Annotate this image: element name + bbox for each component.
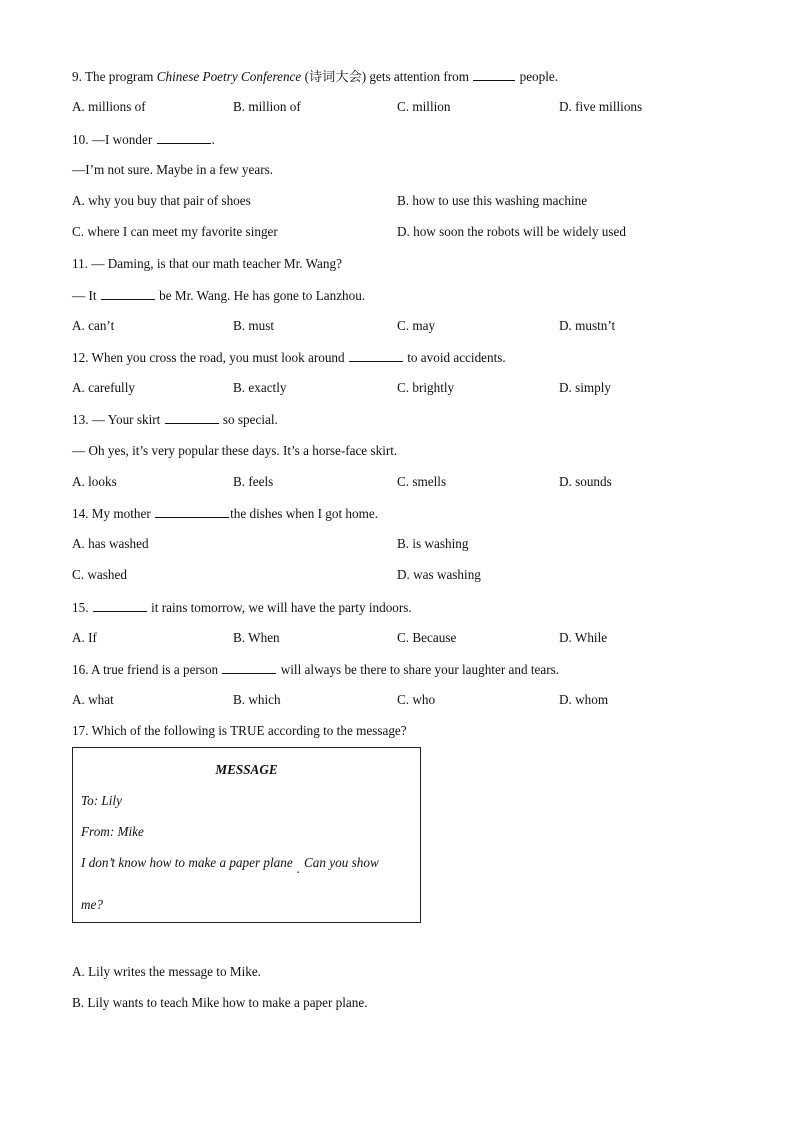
option-a: A. Lily writes the message to Mike. [72, 964, 261, 979]
option-c: C. Because [397, 630, 457, 645]
question-12-prompt: 12. When you cross the road, you must look around [72, 350, 348, 365]
option-d: D. five millions [559, 99, 643, 114]
question-10 [72, 131, 215, 148]
answer-blank [165, 411, 219, 424]
message-to: To: Lily [81, 793, 122, 808]
option-a: A. millions of [72, 99, 146, 114]
question-11-reply [72, 287, 365, 304]
question-10-prompt: 10. —I wonder [72, 132, 156, 147]
message-body-part-2: Can you show [304, 855, 379, 870]
option-c: C. washed [72, 567, 127, 582]
option-b: B. is washing [397, 536, 469, 551]
answer-blank [155, 505, 229, 518]
option-d: D. mustn’t [559, 318, 616, 333]
question-9 [72, 68, 558, 85]
option-b: B. must [233, 318, 275, 333]
option-c: C. smells [397, 474, 447, 489]
question-12-prompt-end: to avoid accidents. [403, 350, 506, 365]
message-body-line-1 [81, 855, 379, 876]
option-a: A. what [72, 692, 114, 707]
question-13 [72, 411, 278, 428]
answer-blank [157, 131, 211, 144]
option-b: B. exactly [233, 380, 287, 395]
option-d: D. whom [559, 692, 609, 707]
question-13-reply: — Oh yes, it’s very popular these days. It’s a horse-face skirt. [72, 443, 398, 458]
option-c: C. who [397, 692, 436, 707]
question-13-prompt-end: so special. [219, 412, 278, 427]
message-box [72, 747, 421, 923]
answer-blank [222, 661, 276, 674]
option-c: C. where I can meet my favorite singer [72, 224, 278, 239]
question-16 [72, 661, 559, 678]
option-b: B. When [233, 630, 280, 645]
option-b: B. how to use this washing machine [397, 193, 588, 208]
question-9-program-title: Chinese Poetry Conference [156, 69, 302, 84]
question-14-prompt: 14. My mother [72, 506, 155, 521]
question-15 [72, 599, 412, 616]
message-body-part-1: I don’t know how to make a paper plane [81, 855, 293, 870]
option-b: B. which [233, 692, 281, 707]
message-body-line-2: me? [81, 897, 103, 912]
option-a: A. has washed [72, 536, 149, 551]
option-c: C. million [397, 99, 451, 114]
question-17: 17. Which of the following is TRUE according to the message? [72, 723, 407, 738]
answer-blank [473, 68, 515, 81]
question-13-prompt: 13. — Your skirt [72, 412, 164, 427]
message-period: . [296, 861, 300, 876]
question-16-prompt: 16. A true friend is a person [72, 662, 222, 677]
question-14-prompt-end: the dishes when I got home. [230, 506, 379, 521]
option-d: D. While [559, 630, 608, 645]
question-15-prompt-start: 15. [72, 600, 92, 615]
option-a: A. can’t [72, 318, 115, 333]
question-10-prompt-end: . [211, 132, 215, 147]
message-title: MESSAGE [215, 762, 278, 777]
answer-blank [101, 287, 155, 300]
option-d: D. how soon the robots will be widely used [397, 224, 626, 239]
option-a: A. why you buy that pair of shoes [72, 193, 251, 208]
option-d: D. sounds [559, 474, 612, 489]
question-9-mid: (诗词大会) gets attention from [301, 69, 473, 84]
message-from: From: Mike [81, 824, 144, 839]
option-a: A. carefully [72, 380, 135, 395]
answer-blank [93, 599, 147, 612]
option-b: B. million of [233, 99, 301, 114]
option-c: C. brightly [397, 380, 455, 395]
question-9-suffix: people. [516, 69, 559, 84]
question-16-prompt-end: will always be there to share your laughter and tears. [277, 662, 560, 677]
option-c: C. may [397, 318, 436, 333]
option-a: A. looks [72, 474, 117, 489]
question-11: 11. — Daming, is that our math teacher Mr. Wang? [72, 256, 342, 271]
question-10-reply: —I’m not sure. Maybe in a few years. [72, 162, 274, 177]
question-14 [72, 505, 378, 522]
option-d: D. was washing [397, 567, 481, 582]
question-11-reply-start: — It [72, 288, 100, 303]
option-a: A. If [72, 630, 97, 645]
question-11-reply-end: be Mr. Wang. He has gone to Lanzhou. [155, 288, 366, 303]
question-15-prompt-end: it rains tomorrow, we will have the party indoors. [147, 600, 412, 615]
option-b: B. feels [233, 474, 274, 489]
option-b: B. Lily wants to teach Mike how to make a paper plane. [72, 995, 368, 1010]
question-12 [72, 349, 506, 366]
answer-blank [349, 349, 403, 362]
option-d: D. simply [559, 380, 612, 395]
question-9-prefix: 9. The program [72, 69, 157, 84]
